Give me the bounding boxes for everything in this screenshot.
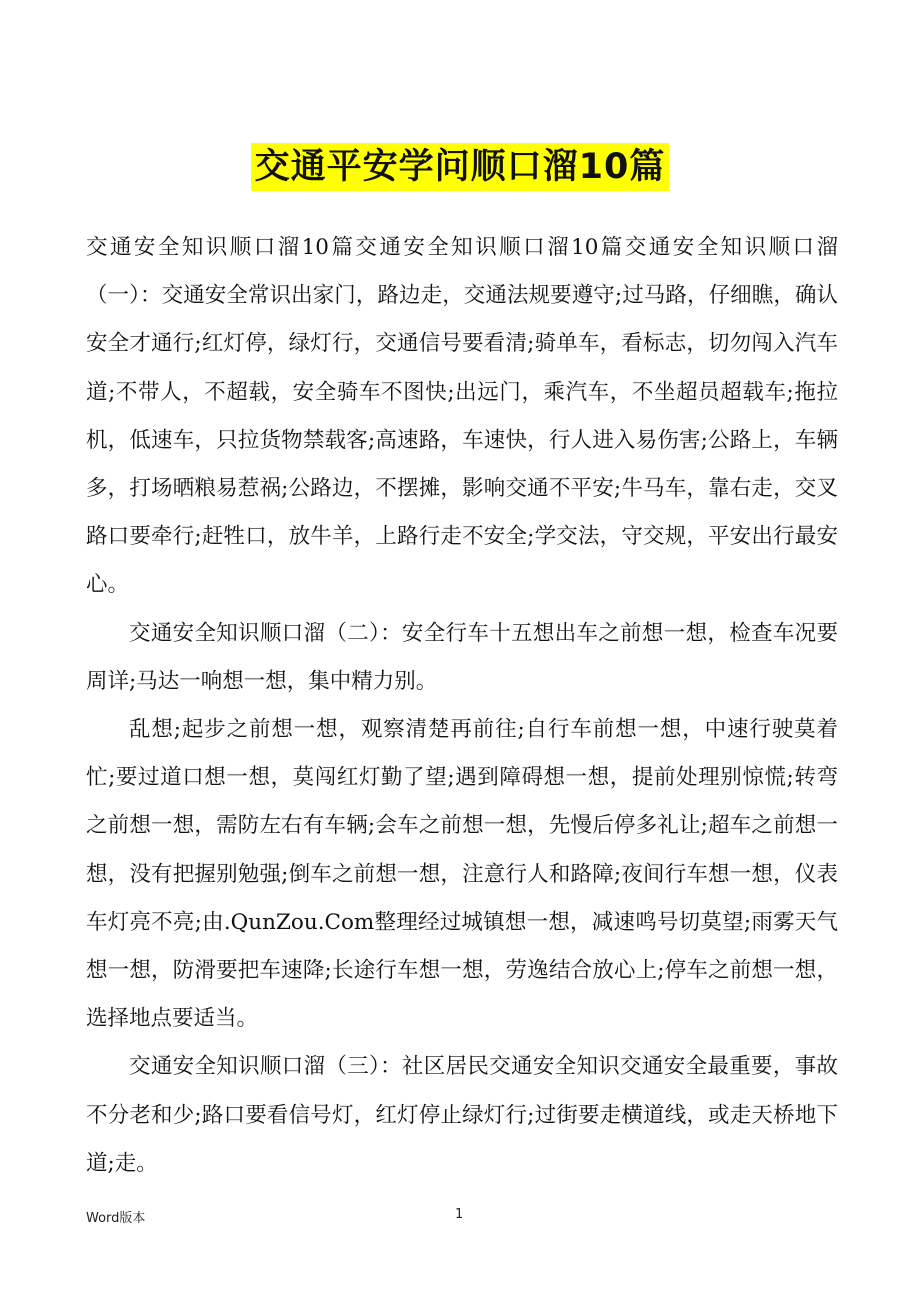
paragraph-3: 乱想;起步之前想一想，观察清楚再前往;自行车前想一想，中速行驶莫着忙;要过道口想一想，莫闯红灯勤了望;遇到障碍想一想，提前处理别惊慌;转弯之前想一想，需防左右有车辆;会车之前想一想，先慢后停多礼让;超车之前想一想，没有把握别勉强;倒车之前想一想，注意行人和路障;夜间行车想一想，仪表车灯亮不亮;由.QunZou.Com整理经过城镇想一想，减速鸣号切莫望;雨雾天气想一想，防滑要把车速降;长途行车想一想，劳逸结合放心上;停车之前想一想，选择地点要适当。 — [86, 717, 838, 1032]
paragraph-4: 交通安全知识顺口溜（三）：社区居民交通安全知识交通安全最重要，事故不分老和少;路口要看信号灯，红灯停止绿灯行;过街要走横道线，或走天桥地下道;走。 — [86, 1054, 838, 1176]
document-body — [86, 224, 838, 1188]
paragraph-2: 交通安全知识顺口溜（二）：安全行车十五想出车之前想一想，检查车况要周详;马达一响想一想，集中精力别。 — [86, 620, 838, 694]
footer-label: Word版本 — [86, 1211, 146, 1226]
title-container — [0, 143, 920, 191]
page-number: 1 — [455, 1207, 464, 1222]
document-title: 交通平安学问顺口溜10篇 — [251, 143, 670, 191]
paragraph-1: 交通安全知识顺口溜10篇交通安全知识顺口溜10篇交通安全知识顺口溜（一）：交通安全常识出家门，路边走，交通法规要遵守;过马路，仔细瞧，确认安全才通行;红灯停，绿灯行，交通信号要看清;骑单车，看标志，切勿闯入汽车道;不带人，不超载，安全骑车不图快;出远门，乘汽车，不坐超员超载车;拖拉机，低速车，只拉货物禁载客;高速路，车速快，行人进入易伤害;公路上，车辆多，打场晒粮易惹祸;公路边，不摆摊，影响交通不平安;牛马车，靠右走，交叉路口要牵行;赶牲口，放牛羊，上路行走不安全;学交法，守交规，平安出行最安心。 — [86, 235, 838, 598]
